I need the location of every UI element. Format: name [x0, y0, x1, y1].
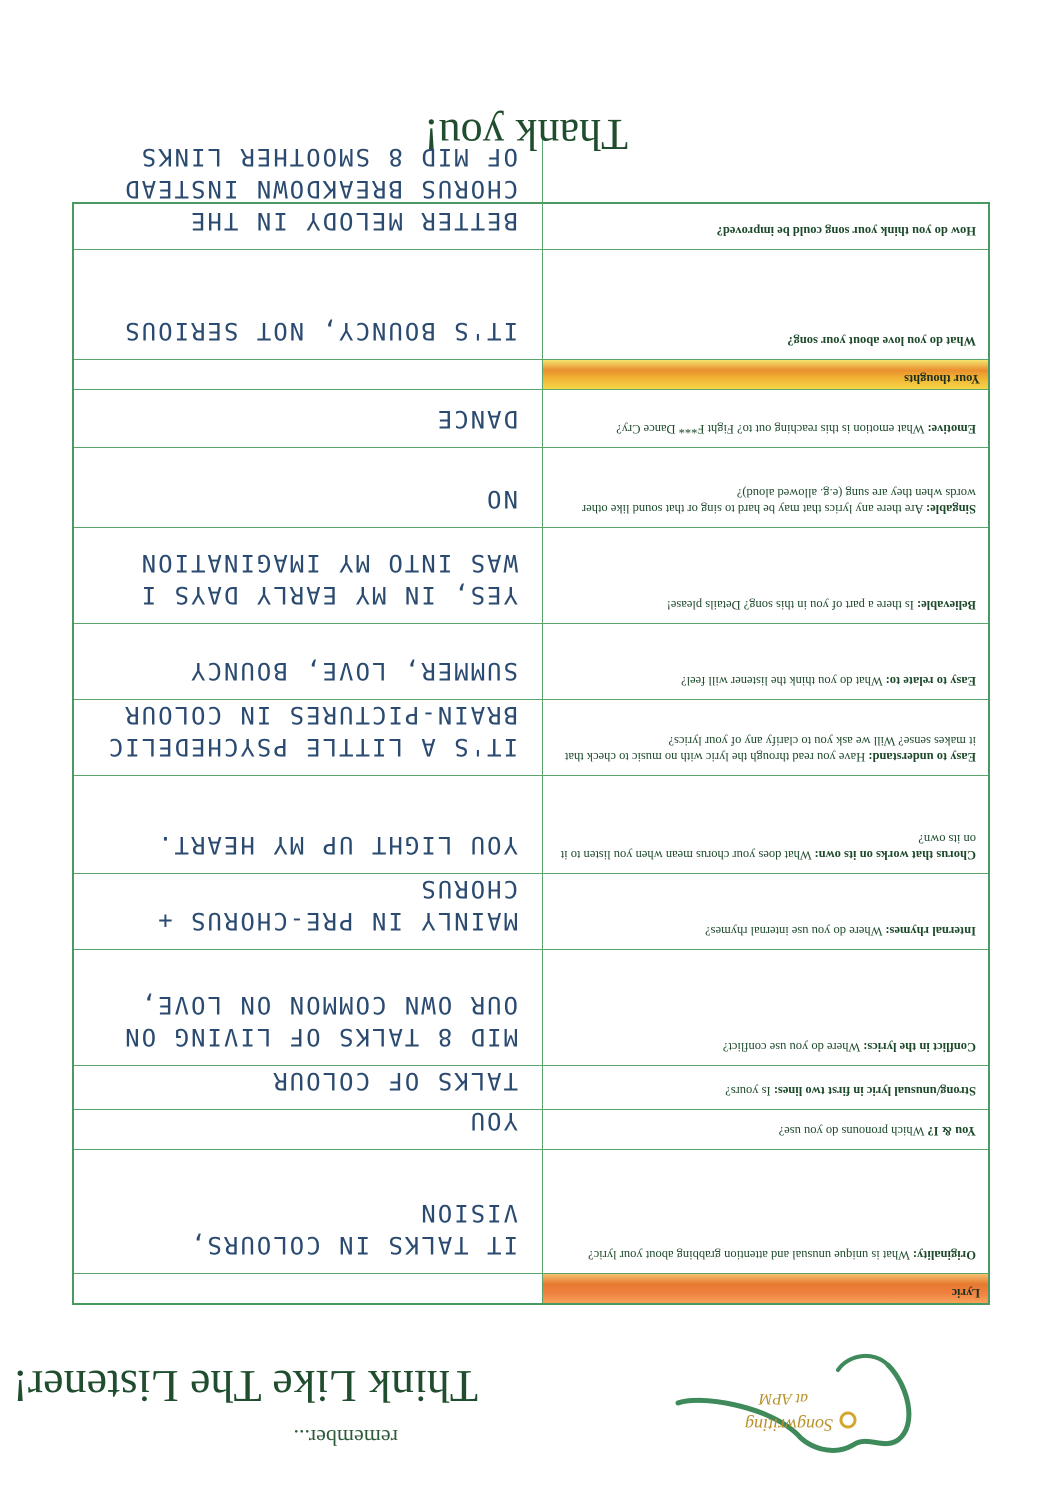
- handwritten-answer[interactable]: MAINLY IN PRE-CHORUS + CHORUS: [156, 875, 518, 935]
- handwritten-answer[interactable]: DANCE: [435, 405, 518, 433]
- logo-text-line2: at APM: [758, 1390, 808, 1407]
- handwritten-answer[interactable]: IT'S A LITTLE PSYCHEDELIC BRAIN-PICTURES IN COLOUR: [106, 701, 518, 761]
- handwritten-answer[interactable]: IT'S BOUNCY, NOT SERIOUS: [123, 317, 518, 345]
- table-row: [74, 389, 988, 447]
- section-label-lyric: Lyric: [542, 1274, 988, 1303]
- question-label: You & I? Which pronouns do you use?: [542, 1110, 988, 1149]
- handwritten-answer[interactable]: MID 8 TALKS OF LIVING ON OUR OWN COMMON ON LOVE,: [123, 991, 518, 1051]
- handwritten-answer[interactable]: YOU: [468, 1107, 518, 1135]
- section-row-lyric: [74, 1273, 988, 1303]
- handwritten-answer[interactable]: TALKS OF COLOUR: [271, 1067, 518, 1095]
- question-label: Emotive: What emotion is this reaching out to? Fight F*** Dance Cry?: [542, 390, 988, 447]
- handwritten-answer[interactable]: BETTER MELODY IN THE CHORUS BREAKDOWN INSTEAD OF MID 8 SMOOTHER LINKS: [123, 143, 518, 235]
- question-label: Singable: Are there any lyrics that may be hard to sing or that sound like other words when they are sung (e.g. allowed aloud)?: [542, 448, 988, 527]
- remember-text: remember...: [293, 1425, 398, 1450]
- handwritten-answer[interactable]: NO: [485, 485, 518, 513]
- page-title: Think Like The Listener!: [12, 1361, 478, 1412]
- table-row: [74, 699, 988, 775]
- question-label: Internal rhymes: Where do you use internal rhymes?: [542, 874, 988, 949]
- table-row: [74, 775, 988, 873]
- table-row: [74, 873, 988, 949]
- question-label: What do you love about your song?: [542, 250, 988, 359]
- table-row: [74, 1149, 988, 1273]
- handwritten-answer[interactable]: IT TALKS IN COLOURS, VISION: [189, 1199, 518, 1259]
- table-row: [74, 447, 988, 527]
- thank-you-text: Thank you!: [423, 110, 628, 159]
- question-label: Chorus that works on its own: What does your chorus mean when you listen to it on its own?: [542, 776, 988, 873]
- question-label: How do you think your song could be improved?: [542, 132, 988, 249]
- section-label-thoughts: Your thoughts: [542, 360, 988, 389]
- question-label: Believable: Is there a part of you in this song? Details please!: [542, 528, 988, 623]
- worksheet-table: [72, 143, 990, 1305]
- page-header: [12, 1310, 998, 1495]
- question-label: Easy to relate to: What do you think the listener will feel?: [542, 624, 988, 699]
- table-row: [74, 249, 988, 359]
- question-label: Conflict in the lyrics: Where do you use conflict?: [542, 950, 988, 1065]
- table-row: [74, 1065, 988, 1109]
- question-label: Strong/unusual lyric in first two lines: Is yours?: [542, 1066, 988, 1109]
- handwritten-answer[interactable]: YOU LIGHT UP MY HEART.: [156, 831, 518, 859]
- table-row: [74, 623, 988, 699]
- logo-text-line1: Songwriting: [744, 1415, 833, 1435]
- question-label: Easy to understand: Have you read through the lyric with no music to check that it makes sense? Will we ask you to clarify any of your lyrics?: [542, 700, 988, 775]
- songwriting-logo: [668, 1340, 928, 1465]
- table-row: [74, 527, 988, 623]
- question-label: Originality: What is unique unusual and attention grabbing about your lyric?: [542, 1150, 988, 1273]
- handwritten-answer[interactable]: SUMMER, LOVE, BOUNCY: [189, 657, 518, 685]
- table-row: [74, 949, 988, 1065]
- handwritten-answer[interactable]: YES, IN MY EARLY DAYS I WAS INTO MY IMAGINATION: [139, 549, 518, 609]
- section-row-thoughts: [74, 359, 988, 389]
- table-row: [74, 1109, 988, 1149]
